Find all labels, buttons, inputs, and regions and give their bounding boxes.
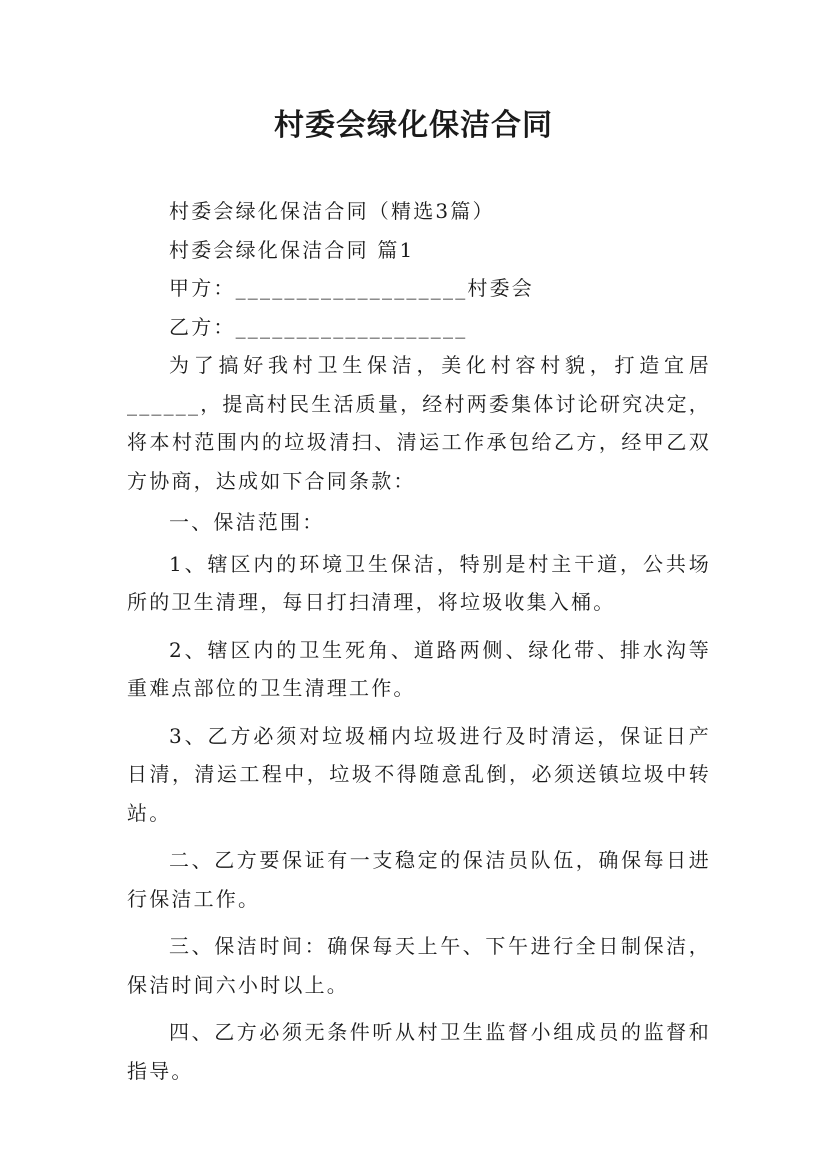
document-body: [127, 192, 711, 1099]
paragraph-party-b: 乙方：___________________: [169, 314, 468, 339]
paragraph-clause-1-1: 1、辖区内的环境卫生保洁，特别是村主干道，公共场所的卫生清理，每日打扫清理，将垃圾收集入桶。: [127, 551, 711, 614]
paragraph-preamble: 为了搞好我村卫生保洁，美化村容村貌，打造宜居______，提高村民生活质量，经村两委集体讨论研究决定，将本村范围内的垃圾清扫、清运工作承包给乙方，经甲乙双方协商，达成如下合同条款：: [127, 353, 711, 493]
paragraph-section-heading: 村委会绿化保洁合同 篇1: [169, 237, 415, 262]
paragraph-subtitle: 村委会绿化保洁合同（精选3篇）: [169, 199, 495, 223]
paragraph-clause-1-heading: 一、保洁范围：: [169, 510, 325, 534]
paragraph-clause-1-2: 2、辖区内的卫生死角、道路两侧、绿化带、排水沟等重难点部位的卫生清理工作。: [127, 637, 711, 700]
paragraph-clause-1-3: 3、乙方必须对垃圾桶内垃圾进行及时清运，保证日产日清，清运工程中，垃圾不得随意乱倒，必须送镇垃圾中转站。: [127, 723, 711, 825]
paragraph-clause-2: 二、乙方要保证有一支稳定的保洁员队伍，确保每日进行保洁工作。: [127, 848, 711, 911]
paragraph-party-a: 甲方：___________________村委会: [169, 276, 534, 300]
paragraph-clause-3: 三、保洁时间：确保每天上午、下午进行全日制保洁，保洁时间六小时以上。: [127, 934, 711, 997]
document-title: 村委会绿化保洁合同: [274, 108, 553, 143]
paragraph-clause-4: 四、乙方必须无条件听从村卫生监督小组成员的监督和指导。: [127, 1020, 711, 1083]
